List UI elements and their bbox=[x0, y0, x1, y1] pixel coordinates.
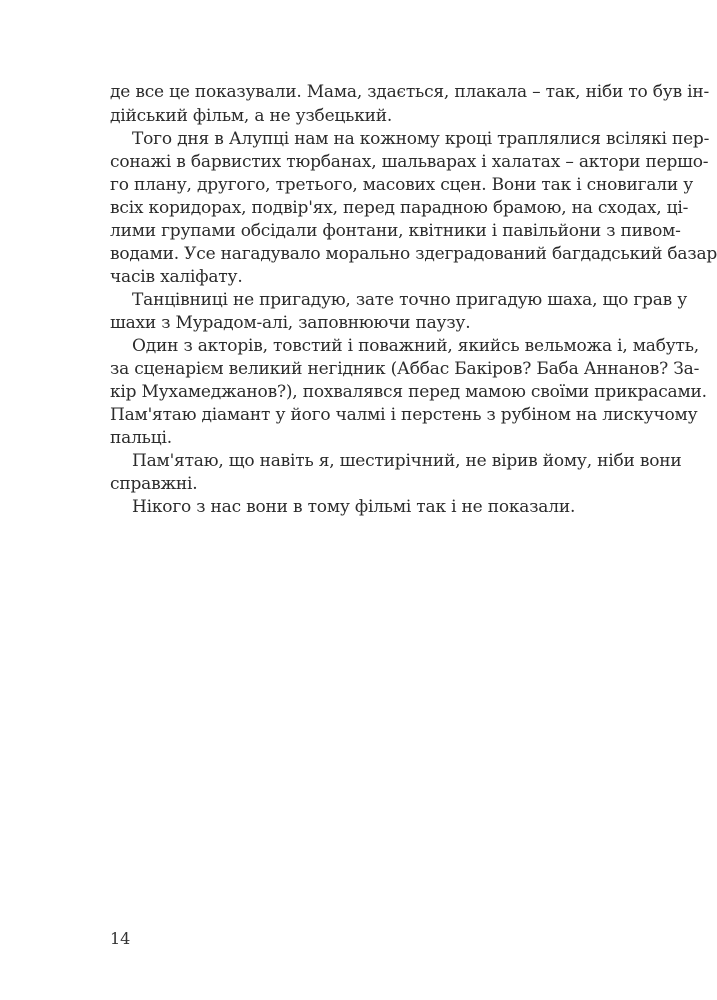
paragraph-first-line: Нікого з нас вони в тому фільмі так і не показали. bbox=[132, 497, 576, 517]
text-line: часів халіфату. bbox=[110, 267, 243, 287]
paragraph-first-line: Пам'ятаю, що навіть я, шестирічний, не вірив йому, ніби вони bbox=[132, 451, 682, 471]
text-line: дійський фільм, а не узбецький. bbox=[110, 106, 393, 126]
text-line: го плану, другого, третього, масових сцен. Вони так і сновигали у bbox=[110, 175, 694, 195]
paragraph-first-line: Танцівниці не пригадую, зате точно пригадую шаха, що грав у bbox=[132, 290, 688, 310]
text-line: сонажі в барвистих тюрбанах, шальварах і халатах – актори першо- bbox=[110, 152, 709, 172]
text-line: Пам'ятаю діамант у його чалмі і перстень з рубіном на лискучому bbox=[110, 405, 698, 425]
text-line: де все це показували. Мама, здається, плакала – так, ніби то був ін- bbox=[110, 82, 710, 102]
text-line: лими групами обсідали фонтани, квітники і павільйони з пивом- bbox=[110, 221, 681, 241]
text-line: справжні. bbox=[110, 474, 198, 494]
paragraph-first-line: Один з акторів, товстий і поважний, якийсь вельможа і, мабуть, bbox=[132, 336, 700, 356]
page-number: 14 bbox=[110, 929, 131, 948]
text-line: водами. Усе нагадувало морально здеградований багдадський базар bbox=[110, 244, 717, 264]
text-line: шахи з Мурадом-алі, заповнюючи паузу. bbox=[110, 313, 471, 333]
text-line: пальці. bbox=[110, 428, 172, 448]
text-line: за сценарієм великий негідник (Аббас Бакіров? Баба Аннанов? За- bbox=[110, 359, 700, 379]
text-line: кір Мухамеджанов?), похвалявся перед мамою своїми прикрасами. bbox=[110, 382, 707, 402]
text-line: всіх коридорах, подвір'ях, перед парадною брамою, на сходах, ці- bbox=[110, 198, 689, 218]
paragraph-first-line: Того дня в Алупці нам на кожному кроці траплялися всілякі пер- bbox=[132, 129, 710, 149]
